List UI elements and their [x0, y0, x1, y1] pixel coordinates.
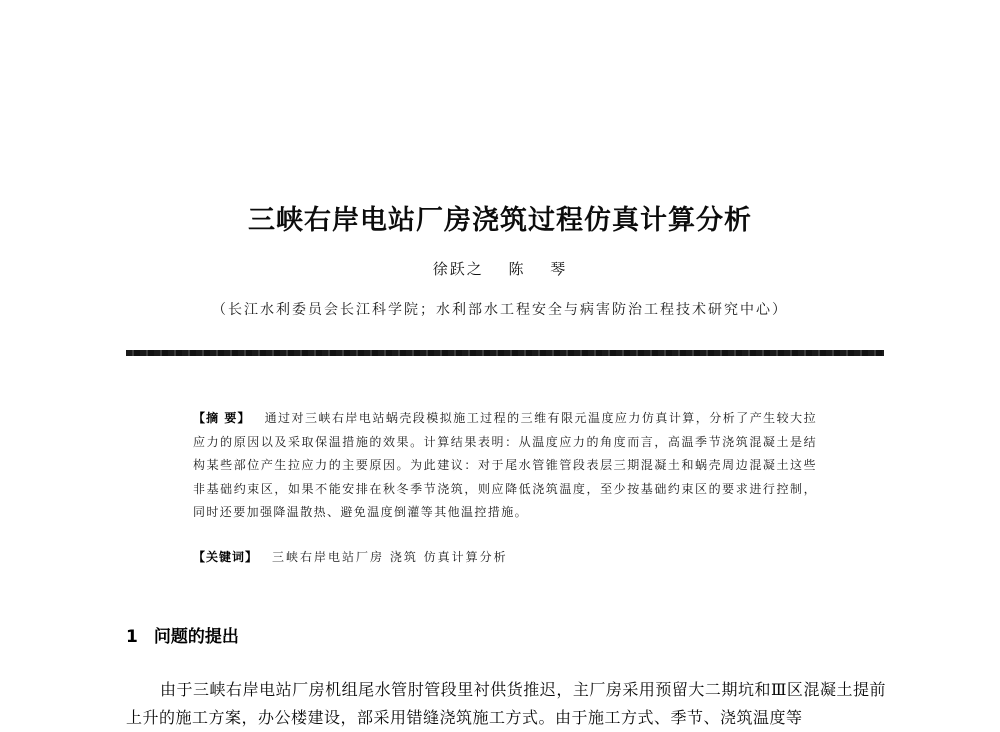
- section-number: 1: [126, 627, 138, 647]
- paper-title: 三峡右岸电站厂房浇筑过程仿真计算分析: [248, 205, 752, 236]
- authors: 徐跃之 陈 琴: [432, 260, 568, 278]
- section-title: 问题的提出: [153, 627, 239, 647]
- header-divider: [126, 350, 884, 356]
- section-heading: [126, 622, 239, 647]
- affiliation: （长江水利委员会长江科学院；水利部水工程安全与病害防治工程技术研究中心）: [212, 302, 788, 318]
- body-paragraph: 由于三峡右岸电站厂房机组尾水管肘管段里衬供货推迟，主厂房采用预留大二期坑和Ⅲ区混凝土提前上升的施工方案，办公楼建设，部采用错缝浇筑施工方式。由于施工方式、季节、浇筑温度等: [126, 680, 886, 727]
- keywords: [193, 548, 817, 565]
- keywords-text: 三峡右岸电站厂房 浇筑 仿真计算分析: [272, 550, 508, 564]
- abstract: [193, 407, 817, 525]
- abstract-label: 【摘 要】: [193, 411, 251, 425]
- keywords-label: 【关键词】: [193, 550, 259, 564]
- abstract-text: 通过对三峡右岸电站蜗壳段模拟施工过程的三维有限元温度应力仿真计算，分析了产生较大拉应力的原因以及采取保温措施的效果。计算结果表明：从温度应力的角度而言，高温季节浇筑混凝土是结构某些部位产生拉应力的主要原因。为此建议：对于尾水管锥管段表层三期混凝土和蜗壳周边混凝土这些非基础约束区，如果不能安排在秋冬季节浇筑，则应降低浇筑温度，至少按基础约束区的要求进行控制，同时还要加强降温散热、避免温度倒灌等其他温控措施。: [193, 411, 817, 519]
